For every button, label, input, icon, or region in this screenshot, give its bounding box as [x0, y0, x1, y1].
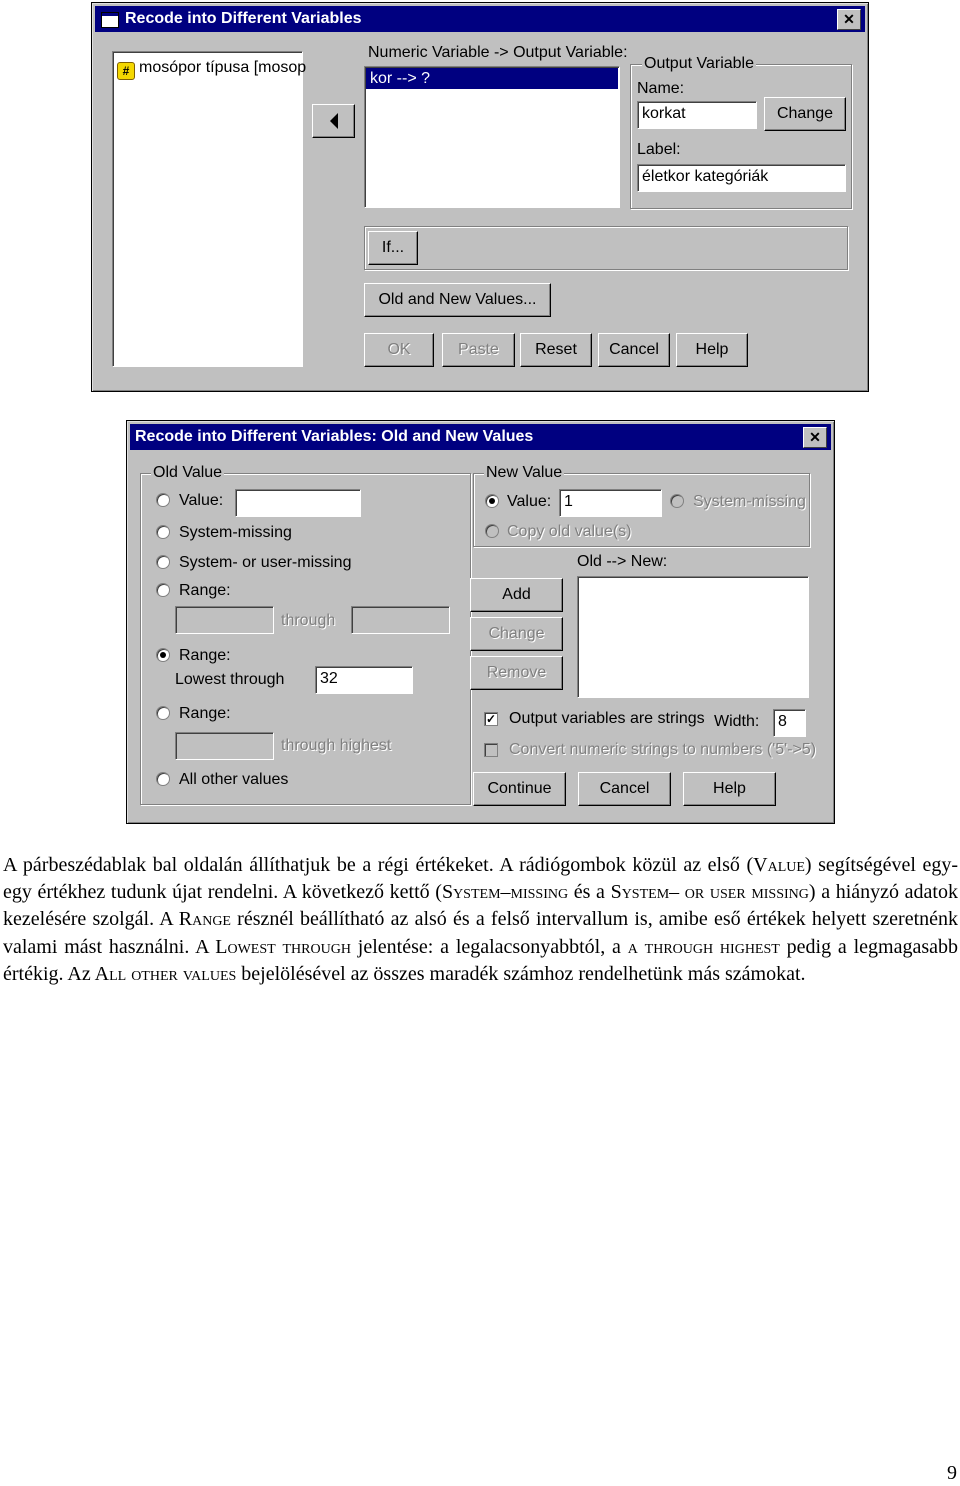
help-button[interactable]: Help	[676, 333, 748, 367]
all-other-values-label: All other values	[179, 771, 289, 788]
width-field[interactable]: 8	[773, 709, 806, 737]
arrow-left-icon	[328, 113, 340, 129]
source-variable-list[interactable]	[112, 51, 307, 367]
system-or-user-missing-label: System- or user-missing	[179, 554, 352, 571]
keyword-all-initial: A	[94, 962, 110, 985]
move-variable-button[interactable]	[312, 104, 355, 138]
range-lowest-label: Range:	[179, 647, 231, 664]
keyword-lowest-through: owest through	[227, 935, 351, 958]
cancel-button[interactable]: Cancel	[578, 772, 671, 806]
new-value-radio[interactable]	[485, 494, 499, 508]
text-run: és a	[568, 881, 611, 904]
width-label: Width:	[714, 713, 760, 730]
text-run: pedig a legmagasabb értékig. Az	[3, 935, 959, 985]
keyword-lowest-initial: L	[215, 935, 228, 958]
dialog-title: Recode into Different Variables: Old and New Values	[135, 428, 534, 445]
name-label: Name:	[637, 80, 685, 97]
body-paragraph	[3, 852, 958, 988]
output-strings-label: Output variables are strings	[509, 710, 705, 727]
lowest-through-label: Lowest through	[175, 671, 285, 688]
keyword-system-user-missing: ystem– or user missing	[621, 881, 809, 904]
copy-old-values-label: Copy old value(s)	[507, 523, 632, 540]
list-item[interactable]: kor --> ?	[366, 68, 618, 89]
new-value-field[interactable]: 1	[559, 489, 662, 517]
list-item-label: mosópor típusa [mosop	[139, 59, 307, 76]
text-run: ) segítségével egy-egy értékhez tudunk újat rendelni. A következő kettő (	[3, 854, 958, 904]
old-and-new-values-button[interactable]: Old and New Values...	[364, 283, 551, 317]
text-run: bejelölésével az összes maradék számhoz rendelhetünk más számokat.	[236, 962, 806, 985]
ok-button[interactable]: OK	[364, 333, 434, 367]
convert-strings-label: Convert numeric strings to numbers ('5'->5)	[509, 741, 817, 758]
new-value-label: Value:	[507, 493, 552, 510]
keyword-all-other-values: ll other values	[109, 962, 237, 985]
list-item[interactable]	[117, 57, 306, 79]
text-run: résznél beállítható az alsó és a felső intervallum is, amibe eső értékek helyett szeretnénk valami mást használni. A	[3, 908, 958, 958]
dialog-title-bar	[95, 6, 865, 32]
convert-strings-checkbox[interactable]	[484, 743, 498, 757]
new-system-missing-radio[interactable]	[670, 494, 684, 508]
text-run: ) a hiányzó adatok kezelésére szolgál. A	[3, 881, 958, 931]
scale-variable-icon: #	[117, 62, 135, 80]
dialog-title-bar	[130, 424, 831, 450]
label-field[interactable]: életkor kategóriák	[637, 164, 846, 192]
reset-button[interactable]: Reset	[520, 333, 592, 367]
all-other-values-radio[interactable]	[156, 772, 170, 786]
text-run: jelentése: a legalacsonyabbtól, a	[350, 935, 628, 958]
system-missing-label: System-missing	[179, 524, 292, 541]
new-value-group-label: New Value	[486, 464, 563, 481]
help-button[interactable]: Help	[683, 772, 776, 806]
lowest-through-field[interactable]: 32	[315, 666, 413, 694]
keyword-value-initial: V	[753, 854, 768, 876]
copy-old-values-radio[interactable]	[485, 524, 499, 538]
keyword-system-user-missing-initial: S	[610, 881, 622, 904]
range-lowest-radio[interactable]	[156, 648, 170, 662]
text-run: A párbeszédablak bal oldalán állíthatjuk be a régi értékeket. A rádiógombok közül az első (	[3, 854, 754, 876]
if-button[interactable]: If...	[368, 231, 418, 265]
name-field[interactable]: korkat	[637, 101, 757, 129]
close-button[interactable]: ✕	[837, 9, 861, 30]
value-label: Value:	[179, 492, 224, 509]
system-missing-radio[interactable]	[156, 525, 170, 539]
keyword-range: ange	[192, 908, 231, 931]
new-system-missing-label: System-missing	[693, 493, 806, 510]
output-variable-group-label: Output Variable	[644, 55, 754, 72]
keyword-through-highest: a through highest	[627, 935, 780, 958]
dialog-title: Recode into Different Variables	[125, 10, 362, 27]
mapping-list[interactable]	[364, 66, 620, 208]
through-highest-label: through highest	[281, 737, 392, 754]
recode-dialog	[91, 2, 869, 392]
old-new-list-label: Old --> New:	[577, 553, 668, 570]
output-strings-checkbox[interactable]: ✓	[485, 712, 497, 726]
range-label: Range:	[179, 582, 231, 599]
range-from-field[interactable]	[175, 606, 274, 634]
old-value-group-label: Old Value	[153, 464, 223, 481]
range-highest-field[interactable]	[175, 732, 274, 760]
old-value-field[interactable]	[235, 489, 361, 517]
if-panel	[364, 226, 848, 270]
cancel-button[interactable]: Cancel	[598, 333, 670, 367]
paste-button[interactable]: Paste	[442, 333, 515, 367]
old-new-list[interactable]	[577, 576, 809, 698]
add-button[interactable]: Add	[470, 578, 563, 612]
old-new-values-dialog	[126, 420, 835, 824]
continue-button[interactable]: Continue	[473, 772, 566, 806]
change-button[interactable]: Change	[764, 97, 846, 131]
keyword-system-missing-initial: S	[441, 881, 454, 904]
range-highest-radio[interactable]	[156, 706, 170, 720]
change-button[interactable]: Change	[470, 617, 563, 651]
page-number: 9	[947, 1462, 957, 1484]
through-label: through	[281, 612, 336, 629]
keyword-system-missing: ystem–missing	[453, 881, 569, 904]
label-label: Label:	[637, 141, 681, 158]
system-or-user-missing-radio[interactable]	[156, 555, 170, 569]
keyword-range-initial: R	[178, 908, 193, 931]
window-icon	[101, 12, 119, 28]
value-radio[interactable]	[156, 493, 170, 507]
range-radio[interactable]	[156, 583, 170, 597]
remove-button[interactable]: Remove	[470, 656, 563, 690]
range-highest-label: Range:	[179, 705, 231, 722]
mapping-label: Numeric Variable -> Output Variable:	[368, 44, 628, 61]
close-button[interactable]: ✕	[803, 427, 827, 448]
range-to-field[interactable]	[351, 606, 450, 634]
keyword-value: alue	[767, 854, 805, 876]
